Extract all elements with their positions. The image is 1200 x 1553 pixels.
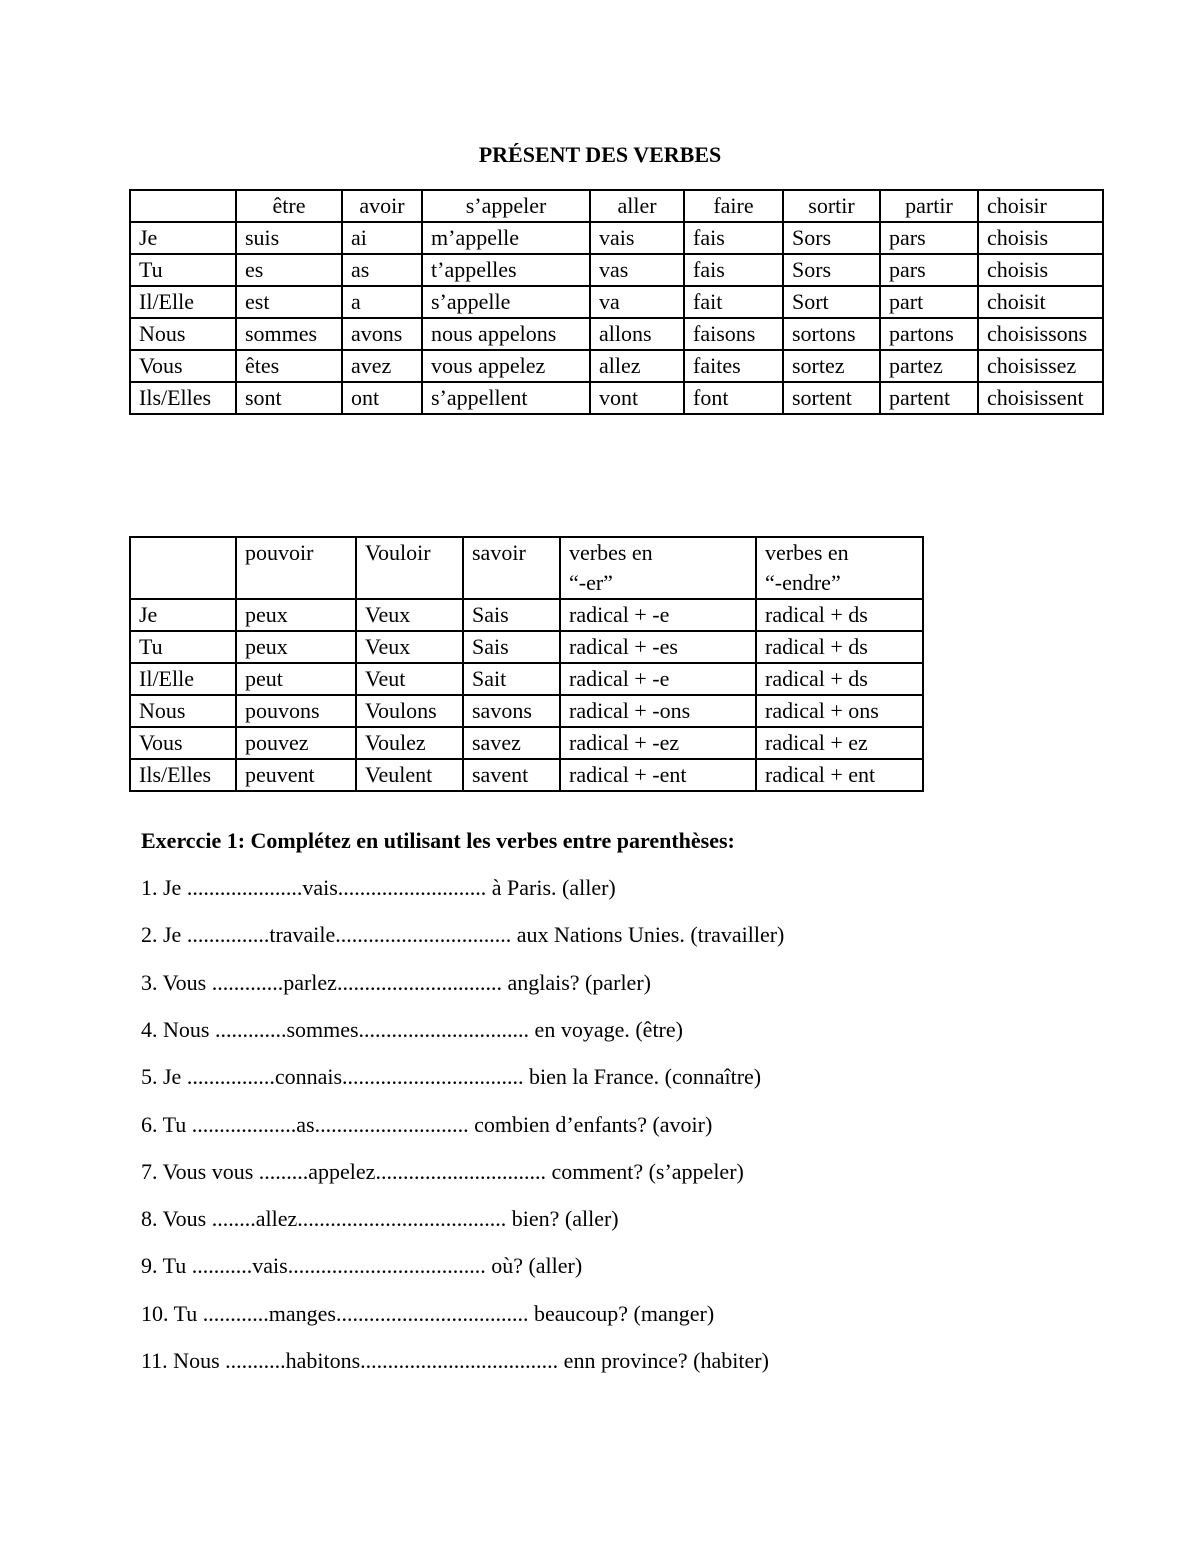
table1-header-cell: être [236,190,342,222]
table1-form-cell: choisit [978,286,1103,318]
table2-form-cell: peux [236,599,356,631]
table2-header-cell: verbes en “-er” [560,537,756,599]
page-title: PRÉSENT DES VERBES [478,142,722,167]
table1-pronoun-cell: Ils/Elles [130,382,236,414]
table2-form-cell: Sait [463,663,560,695]
table1-pronoun-cell: Vous [130,350,236,382]
table1-row [130,254,1103,286]
exercise-item: 6. Tu ...................as............................ combien d’enfants? (avoir) [141,1111,713,1137]
table1-form-cell: sont [236,382,342,414]
verb-table-1 [129,189,1104,415]
verb-table-2 [129,536,924,792]
table1-form-cell: vont [590,382,684,414]
table2-form-cell: Veux [356,631,463,663]
exercise-item: 10. Tu ............manges................................... beaucoup? (manger) [141,1300,715,1326]
table2-form-cell: savent [463,759,560,791]
table1-form-cell: sortent [783,382,880,414]
exercise-item: 7. Vous vous .........appelez............................... comment? (s’appeler) [141,1158,744,1184]
table2-form-cell: Veut [356,663,463,695]
table2-form-cell: Voulons [356,695,463,727]
table2-row [130,631,923,663]
table2-form-cell: radical + ds [756,631,923,663]
table1-header-row [130,190,1103,222]
table1-form-cell: partons [880,318,978,350]
table1-form-cell: partent [880,382,978,414]
table2-header-cell: savoir [463,537,560,599]
table1-form-cell: allons [590,318,684,350]
table1-form-cell: pars [880,254,978,286]
exercise-heading: Exerccie 1: Complétez en utilisant les verbes entre parenthèses: [141,828,735,853]
table1-form-cell: m’appelle [422,222,590,254]
table1-header-cell: faire [684,190,783,222]
exercise-item: 4. Nous .............sommes............................... en voyage. (être) [141,1016,683,1042]
table1-header-cell: avoir [342,190,422,222]
table1-form-cell: ont [342,382,422,414]
table1-row [130,222,1103,254]
table2-pronoun-cell: Nous [130,695,236,727]
table1-header-cell: choisir [978,190,1103,222]
table1-pronoun-cell: Tu [130,254,236,286]
table2-header-cell [130,537,236,599]
table2-form-cell: pouvons [236,695,356,727]
table1-form-cell: Sors [783,254,880,286]
table2-pronoun-cell: Je [130,599,236,631]
table2-header-cell: pouvoir [236,537,356,599]
table1-form-cell: choisissez [978,350,1103,382]
table1-form-cell: va [590,286,684,318]
table1-row [130,350,1103,382]
table1-form-cell: choisissons [978,318,1103,350]
table2-form-cell: radical + -e [560,599,756,631]
table1-form-cell: faites [684,350,783,382]
table2-form-cell: Sais [463,599,560,631]
table1-form-cell: part [880,286,978,318]
table2-form-cell: Sais [463,631,560,663]
table1-header-cell [130,190,236,222]
table2-form-cell: savons [463,695,560,727]
table1-row [130,286,1103,318]
table1-form-cell: font [684,382,783,414]
table2-form-cell: radical + -ent [560,759,756,791]
table1-pronoun-cell: Je [130,222,236,254]
table2-header-cell: Vouloir [356,537,463,599]
table1-form-cell: as [342,254,422,286]
table1-form-cell: es [236,254,342,286]
table2-form-cell: radical + ds [756,599,923,631]
table2-header-cell: verbes en “-endre” [756,537,923,599]
table2-row [130,599,923,631]
table1-header-cell: s’appeler [422,190,590,222]
table1-form-cell: fait [684,286,783,318]
table1-form-cell: Sors [783,222,880,254]
table2-form-cell: Voulez [356,727,463,759]
table1-form-cell: Sort [783,286,880,318]
table1-pronoun-cell: Il/Elle [130,286,236,318]
table2-form-cell: radical + ons [756,695,923,727]
table2-row [130,695,923,727]
table1-form-cell: êtes [236,350,342,382]
table2-header-row [130,537,923,599]
table2-form-cell: peut [236,663,356,695]
table1-form-cell: a [342,286,422,318]
table1-row [130,318,1103,350]
table2-form-cell: savez [463,727,560,759]
table1-header-cell: aller [590,190,684,222]
table2-form-cell: Veulent [356,759,463,791]
table2-row [130,663,923,695]
table2-form-cell: radical + -es [560,631,756,663]
table1-form-cell: ai [342,222,422,254]
table1-form-cell: vous appelez [422,350,590,382]
table1-form-cell: choisis [978,222,1103,254]
exercise-item: 11. Nous ...........habitons.................................... enn province? (habiter) [141,1348,769,1373]
table2-form-cell: peux [236,631,356,663]
table1-header-cell: sortir [783,190,880,222]
table2-form-cell: Veux [356,599,463,631]
table2-form-cell: radical + ds [756,663,923,695]
table2-form-cell: radical + ent [756,759,923,791]
table2-pronoun-cell: Il/Elle [130,663,236,695]
table1-form-cell: sommes [236,318,342,350]
table1-form-cell: nous appelons [422,318,590,350]
table1-form-cell: pars [880,222,978,254]
table1-form-cell: t’appelles [422,254,590,286]
exercise-item: 2. Je ...............travaile................................ aux Nations Unies. (travailler) [141,922,785,948]
table1-header-cell: partir [880,190,978,222]
exercise-item: 5. Je ................connais................................. bien la France. (connaître) [141,1064,762,1090]
table2-pronoun-cell: Tu [130,631,236,663]
exercise-item: 1. Je .....................vais........................... à Paris. (aller) [141,875,616,900]
table2-pronoun-cell: Vous [130,727,236,759]
table1-form-cell: s’appellent [422,382,590,414]
table2-pronoun-cell: Ils/Elles [130,759,236,791]
table1-row [130,382,1103,414]
table1-pronoun-cell: Nous [130,318,236,350]
table1-form-cell: suis [236,222,342,254]
table1-form-cell: choisissent [978,382,1103,414]
table1-form-cell: choisis [978,254,1103,286]
table1-form-cell: partez [880,350,978,382]
table2-form-cell: peuvent [236,759,356,791]
table1-form-cell: s’appelle [422,286,590,318]
table2-row [130,759,923,791]
table1-form-cell: avez [342,350,422,382]
table1-form-cell: fais [684,222,783,254]
table1-form-cell: est [236,286,342,318]
table1-form-cell: sortez [783,350,880,382]
table2-form-cell: pouvez [236,727,356,759]
exercise-item: 8. Vous ........allez...................................... bien? (aller) [141,1206,619,1232]
table2-form-cell: radical + -e [560,663,756,695]
table2-row [130,727,923,759]
table2-form-cell: radical + -ons [560,695,756,727]
table1-form-cell: faisons [684,318,783,350]
table1-form-cell: fais [684,254,783,286]
exercise-item: 3. Vous .............parlez.............................. anglais? (parler) [141,969,651,995]
table1-form-cell: vais [590,222,684,254]
table1-form-cell: avons [342,318,422,350]
table1-form-cell: sortons [783,318,880,350]
table2-form-cell: radical + -ez [560,727,756,759]
exercise-item: 9. Tu ...........vais.................................... où? (aller) [141,1253,583,1279]
table1-form-cell: allez [590,350,684,382]
table1-form-cell: vas [590,254,684,286]
table2-form-cell: radical + ez [756,727,923,759]
